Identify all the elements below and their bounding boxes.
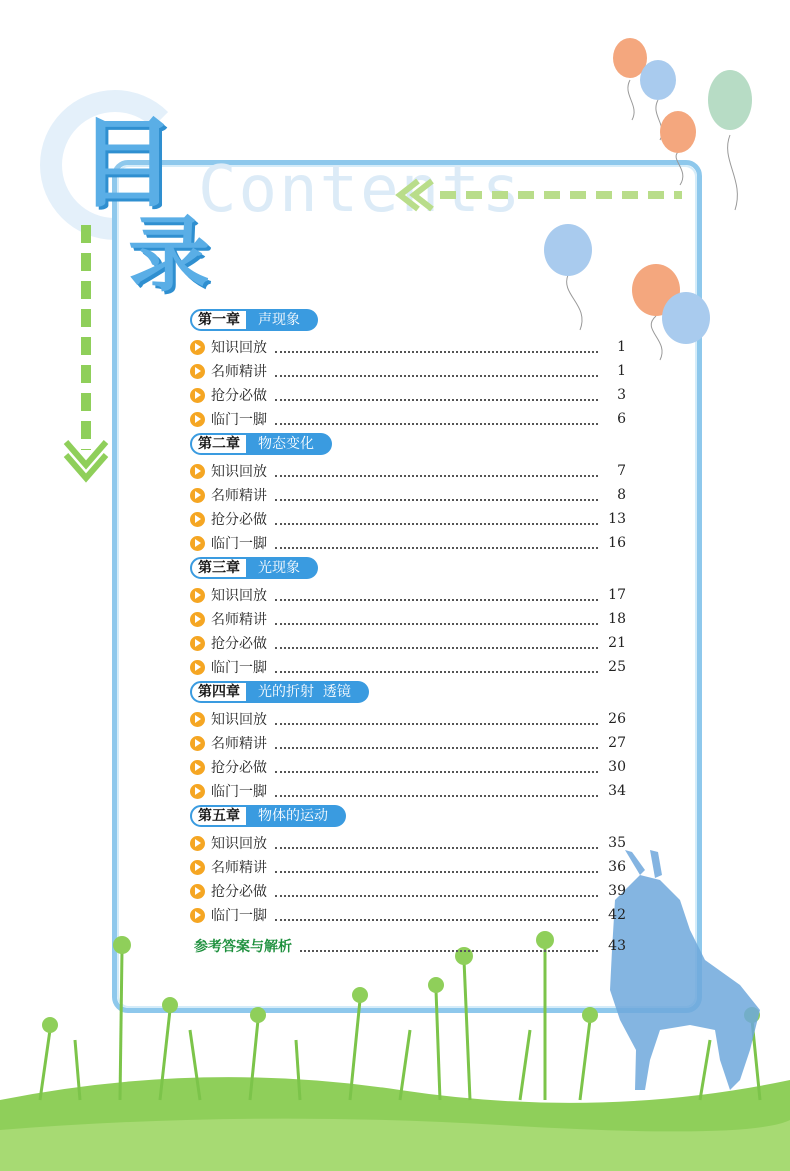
- page-number: 35: [608, 835, 626, 851]
- toc-entry[interactable]: [190, 756, 626, 778]
- entry-label: 抢分必做: [211, 388, 267, 404]
- chapter-number: 第五章: [190, 805, 248, 827]
- dot-leader: [275, 413, 598, 425]
- play-bullet-icon: [190, 512, 205, 527]
- play-bullet-icon: [190, 388, 205, 403]
- play-bullet-icon: [190, 760, 205, 775]
- toc-entry[interactable]: [190, 484, 626, 506]
- toc-entry[interactable]: [190, 832, 626, 854]
- entry-label: 抢分必做: [211, 760, 267, 776]
- chapter-header[interactable]: [190, 309, 318, 331]
- chapter-title: 光现象: [248, 557, 318, 579]
- toc-entry[interactable]: [190, 360, 626, 382]
- entry-label: 抢分必做: [211, 636, 267, 652]
- chapter-title: 光的折射 透镜: [248, 681, 369, 703]
- chapter-header[interactable]: [190, 433, 332, 455]
- play-bullet-icon: [190, 636, 205, 651]
- dot-leader: [275, 365, 598, 377]
- page-number: 30: [608, 759, 626, 775]
- dot-leader: [275, 637, 598, 649]
- dot-leader: [275, 661, 598, 673]
- play-bullet-icon: [190, 860, 205, 875]
- dot-leader: [275, 465, 598, 477]
- entry-label: 临门一脚: [211, 412, 267, 428]
- dot-leader: [275, 589, 598, 601]
- dot-leader: [275, 489, 598, 501]
- toc-entry[interactable]: [190, 656, 626, 678]
- toc-entry[interactable]: [190, 708, 626, 730]
- play-bullet-icon: [190, 884, 205, 899]
- play-bullet-icon: [190, 340, 205, 355]
- dot-leader: [275, 885, 598, 897]
- dot-leader: [275, 613, 598, 625]
- toc-entry[interactable]: [190, 508, 626, 530]
- toc-entry[interactable]: [190, 532, 626, 554]
- chapter-number: 第四章: [190, 681, 248, 703]
- entry-label: 名师精讲: [211, 860, 267, 876]
- answers-entry[interactable]: [194, 935, 626, 957]
- page-number: 18: [608, 611, 626, 627]
- horizontal-arrow-icon: [400, 181, 682, 209]
- chapter-header[interactable]: [190, 681, 369, 703]
- dot-leader: [275, 389, 598, 401]
- play-bullet-icon: [190, 712, 205, 727]
- page-number: 43: [608, 938, 626, 954]
- page-number: 6: [617, 411, 626, 427]
- chapter-title: 声现象: [248, 309, 318, 331]
- entry-label: 知识回放: [211, 464, 267, 480]
- toc-entry[interactable]: [190, 904, 626, 926]
- toc-entry[interactable]: [190, 408, 626, 430]
- page-number: 13: [608, 511, 626, 527]
- play-bullet-icon: [190, 488, 205, 503]
- entry-label: 名师精讲: [211, 364, 267, 380]
- page-number: 34: [608, 783, 626, 799]
- page-number: 27: [608, 735, 626, 751]
- entry-label: 名师精讲: [211, 736, 267, 752]
- play-bullet-icon: [190, 784, 205, 799]
- play-bullet-icon: [190, 588, 205, 603]
- contents-word: Contents: [198, 153, 523, 227]
- toc-entry[interactable]: [190, 632, 626, 654]
- chapter-title: 物态变化: [248, 433, 332, 455]
- play-bullet-icon: [190, 612, 205, 627]
- page-number: 21: [608, 635, 626, 651]
- dot-leader: [275, 713, 598, 725]
- entry-label: 临门一脚: [211, 908, 267, 924]
- page-number: 8: [617, 487, 626, 503]
- play-bullet-icon: [190, 736, 205, 751]
- title-char-mu: 目: [78, 107, 177, 221]
- toc-entry[interactable]: [190, 584, 626, 606]
- entry-label: 知识回放: [211, 340, 267, 356]
- play-bullet-icon: [190, 412, 205, 427]
- toc-entry[interactable]: [190, 780, 626, 802]
- page-number: 42: [608, 907, 626, 923]
- title-char-lu: 录: [128, 208, 211, 303]
- entry-label: 抢分必做: [211, 512, 267, 528]
- dot-leader: [275, 537, 598, 549]
- entry-label: 知识回放: [211, 836, 267, 852]
- dot-leader: [275, 837, 598, 849]
- page-number: 1: [617, 363, 626, 379]
- page-number: 26: [608, 711, 626, 727]
- entry-label: 名师精讲: [211, 612, 267, 628]
- toc-entry[interactable]: [190, 880, 626, 902]
- toc-entry[interactable]: [190, 460, 626, 482]
- entry-label: 临门一脚: [211, 536, 267, 552]
- dot-leader: [300, 940, 598, 952]
- page-number: 16: [608, 535, 626, 551]
- play-bullet-icon: [190, 464, 205, 479]
- vertical-arrow-icon: [66, 225, 106, 478]
- play-bullet-icon: [190, 908, 205, 923]
- chapter-number: 第一章: [190, 309, 248, 331]
- page-number: 1: [617, 339, 626, 355]
- dot-leader: [275, 861, 598, 873]
- dot-leader: [275, 785, 598, 797]
- entry-label: 抢分必做: [211, 884, 267, 900]
- play-bullet-icon: [190, 364, 205, 379]
- entry-label: 临门一脚: [211, 660, 267, 676]
- entry-label: 临门一脚: [211, 784, 267, 800]
- entry-label: 知识回放: [211, 588, 267, 604]
- toc-entry[interactable]: [190, 732, 626, 754]
- deer-icon: [610, 850, 760, 1090]
- play-bullet-icon: [190, 660, 205, 675]
- toc-entry[interactable]: [190, 336, 626, 358]
- toc-entry[interactable]: [190, 856, 626, 878]
- chapter-header[interactable]: [190, 805, 346, 827]
- dot-leader: [275, 341, 598, 353]
- page-number: 17: [608, 587, 626, 603]
- dot-leader: [275, 513, 598, 525]
- dot-leader: [275, 909, 598, 921]
- page-number: 36: [608, 859, 626, 875]
- page-number: 39: [608, 883, 626, 899]
- play-bullet-icon: [190, 836, 205, 851]
- page-number: 7: [617, 463, 626, 479]
- entry-label: 名师精讲: [211, 488, 267, 504]
- chapter-header[interactable]: [190, 557, 318, 579]
- chapter-title: 物体的运动: [248, 805, 346, 827]
- answers-label: 参考答案与解析: [194, 939, 292, 955]
- page-number: 25: [608, 659, 626, 675]
- play-bullet-icon: [190, 536, 205, 551]
- toc-entry[interactable]: [190, 384, 626, 406]
- dot-leader: [275, 737, 598, 749]
- dot-leader: [275, 761, 598, 773]
- toc-entry[interactable]: [190, 608, 626, 630]
- entry-label: 知识回放: [211, 712, 267, 728]
- page-number: 3: [617, 387, 626, 403]
- chapter-number: 第三章: [190, 557, 248, 579]
- chapter-number: 第二章: [190, 433, 248, 455]
